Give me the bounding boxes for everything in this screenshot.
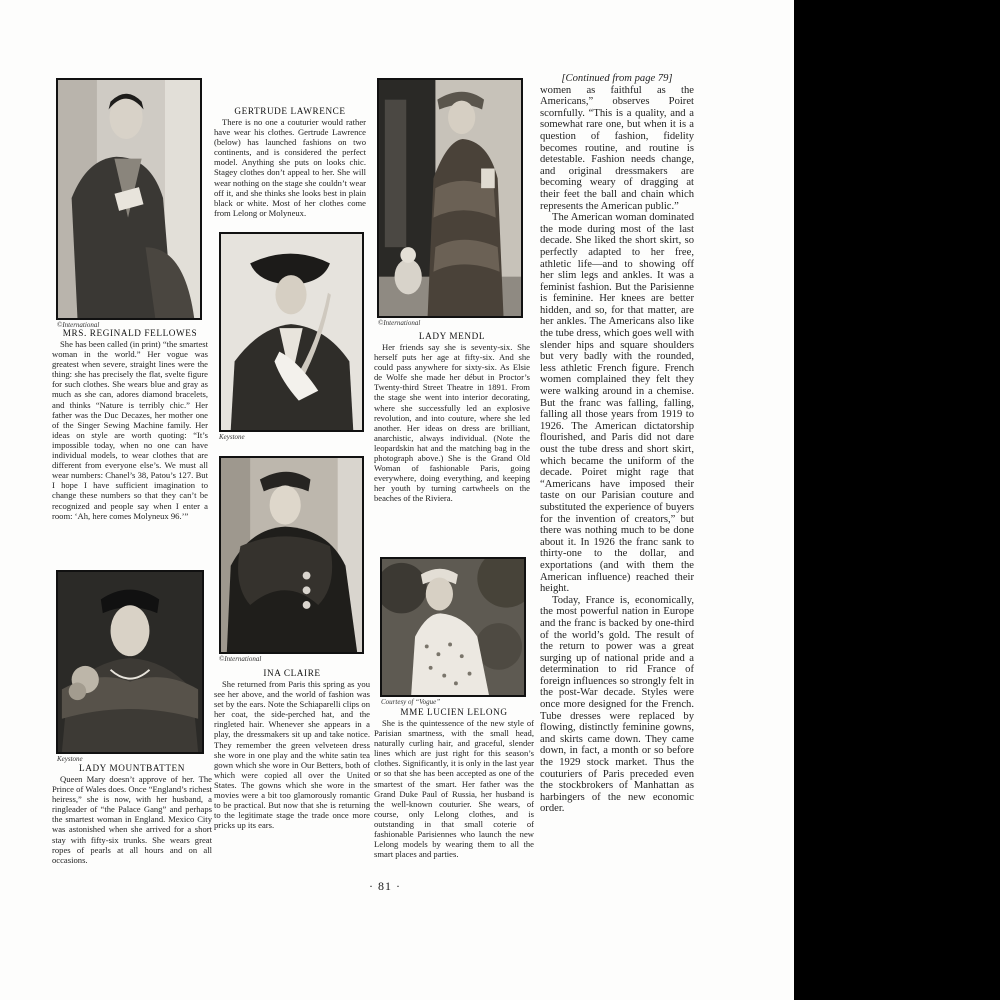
heading-mendl: LADY MENDL (418, 331, 486, 341)
photo-credit-lawrence: Keystone (219, 433, 245, 441)
paragraph: Today, France is, economically, the most powerful nation in Europe and the franc is backed by one-third of the world’s gold. The result of the return to power was a great surging up of national pride and a determination to rid France of foreign influences so strongly felt in the post-War decade. Styles were once more designed for the French. Tube dresses were replaced by flowing, distinctly feminine gowns, and skirts came down. They came down, in fact, a month or so before the 1929 stock market. Thus the couturiers of Paris preceded even the stockbrokers of Manhattan as harbingers of the new economic order. (540, 594, 694, 815)
text-lelong (374, 718, 534, 859)
photo-lelong (380, 557, 526, 697)
photo-fellowes (56, 78, 202, 320)
text-lawrence (214, 117, 366, 218)
paragraph: She returned from Paris this spring as you see her above, and the world of fashion was set by the ears. Note the Schiaparelli clips on her coat, the side-perched hat, and the ringleted hair. Whenever she appears in a play, the dressmakers sit up and take notice. They remember the green velveteen dress she wore in one play and the white satin tea gown which she wore in Our Betters, both of which were copied all over the United States. The gowns which she wore in the movies were a bit too glamorously romantic to be practical. But now that she is returning to the legitimate stage the trade once more pricks up its ears. (214, 679, 370, 831)
heading-mountbatten: LADY MOUNTBATTEN (79, 763, 185, 773)
text-mendl (374, 342, 530, 504)
photo-mountbatten (56, 570, 204, 754)
continued-note: [Continued from page 79] (561, 73, 673, 84)
heading-lawrence: GERTRUDE LAWRENCE (234, 106, 346, 116)
photo-credit-mountbatten: Keystone (57, 755, 83, 763)
photo-lawrence (219, 232, 364, 432)
paragraph: Queen Mary doesn’t approve of her. The Prince of Wales does. Once “England’s richest heiress,” she is now, with her husband, a ringleader of “the Palace Gang” and perhaps the smartest woman in England. Mexico City was astonished when she arrived for a short stay with fifty-six trunks. She wears great ropes of pearls at all hours and on all occasions. (52, 774, 212, 865)
paragraph: Her friends say she is seventy-six. She herself puts her age at fifty-six. And she could pass anywhere for sixty-six. As Elsie de Wolfe she made her début in Proctor’s Twenty-third Street Theatre in 1891. From the stage she went into interior decorating, where she successfully led an explosive revolution, and into couture, where she led another. Her ideas on dress are brilliant, anarchistic, always individual. (Note the leopardskin hat and the matching bag in the photograph above.) She is the Grand Old Woman of fashionable Paris, going everywhere, doing everything, and keeping her youth by turning cartwheels on the beaches of the Riviera. (374, 342, 530, 504)
heading-claire: INA CLAIRE (263, 668, 321, 678)
text-claire (214, 679, 370, 830)
photo-credit-mendl: ©International (378, 319, 421, 327)
text-mountbatten (52, 774, 212, 865)
heading-fellowes: MRS. REGINALD FELLOWES (62, 328, 198, 338)
heading-lelong: MME LUCIEN LELONG (400, 707, 508, 717)
photo-credit-fellowes: ©International (57, 321, 100, 329)
photo-claire (219, 456, 364, 654)
photo-mendl (377, 78, 523, 318)
paragraph: There is no one a couturier would rather have wear his clothes. Gertrude Lawrence (below) has launched fashions on two continents, and is considered the perfect model. Anything she puts on looks chic. Stagey clothes don’t appeal to her. She will wear nothing on the stage she couldn’t wear off it, and she thinks she looks best in plain black or white. Most of her clothes come from Lelong or Molyneux. (214, 117, 366, 218)
article-column (540, 73, 694, 815)
paragraph: She has been called (in print) “the smartest woman in the world.” Her vogue was greatest when severe, straight lines were the thing: she has precisely the flat, svelte figure for such clothes. She wears blue and gray as much as she can, adores diamond bracelets, and thinks “Nature is terribly chic.” Her father was the Duc Decazes, her mother one of the Singer Sewing Machine family. Her ideas on style are worth quoting: “It’s impossible today, when no one can have individual models, to wear clothes that are different from everyone else’s. We must all wear numbers: Chanel’s 38, Patou’s 127. But I hope I have sufficient imagination to change these numbers so that they can’t be recognized and people say when I enter a room: ‘Ah, here comes Molyneux 96.’” (52, 339, 208, 521)
paragraph: She is the quintessence of the new style of Parisian smartness, with the small head, naturally curling hair, and graceful, slender lines which are just right for this season’s clothes. Significantly, it is only in the last year or so that she has been accepted as one of the smartest of the smart. Her father was the Grand Duke Paul of Russia, her husband is the well-known couturier. She wears, of course, only Lelong clothes, and is outstanding in that small coterie of fashionable Parisiennes who launch the new Lelong models by wearing them to all the smart places and parties. (374, 718, 534, 860)
photo-credit-lelong: Courtesy of “Vogue” (381, 698, 441, 706)
page-number: · 81 · (369, 879, 401, 893)
photo-credit-claire: ©International (219, 655, 262, 663)
paragraph: women as faithful as the Americans,” observes Poiret scornfully. “This is a quality, and a somewhat rare one, but when it is a question of fashion, fidelity becomes routine, and routine is detestable. Fashion needs change, and original dressmakers are becoming weary of dragging at their feet the ball and chain which represents the American public.” (540, 84, 694, 212)
text-fellowes (52, 339, 208, 521)
paragraph: The American woman dominated the mode during most of the last decade. She liked the short skirt, so perfectly adapted to her free, athletic life—and to showing off her slim legs and ankles. It was a feminist fashion. But the Parisienne is feminine. Her knees are better hidden, and so, for that matter, are her ankles. The Americans also like the tube dress, which goes well with slender hips and square shoulders but very badly with the rounded, less athletic French figure. French women complained they felt they were walking around in a chemise. But the franc was falling, falling, falling all those years from 1919 to 1926. The American dictatorship flourished, and Paris did not dare oust the tube dress and short skirt, which became the uniform of the decade. Poiret might rage that “Americans have imposed their taste on our Parisian couture and substituted the experience of buyers for the invention of creators,” but there was nothing much to be done about it. In 1926 the franc sank to thirty-one to the dollar, and exportations (and with them the American influence) reached their height. (540, 212, 694, 595)
scan-border (794, 0, 1000, 1000)
